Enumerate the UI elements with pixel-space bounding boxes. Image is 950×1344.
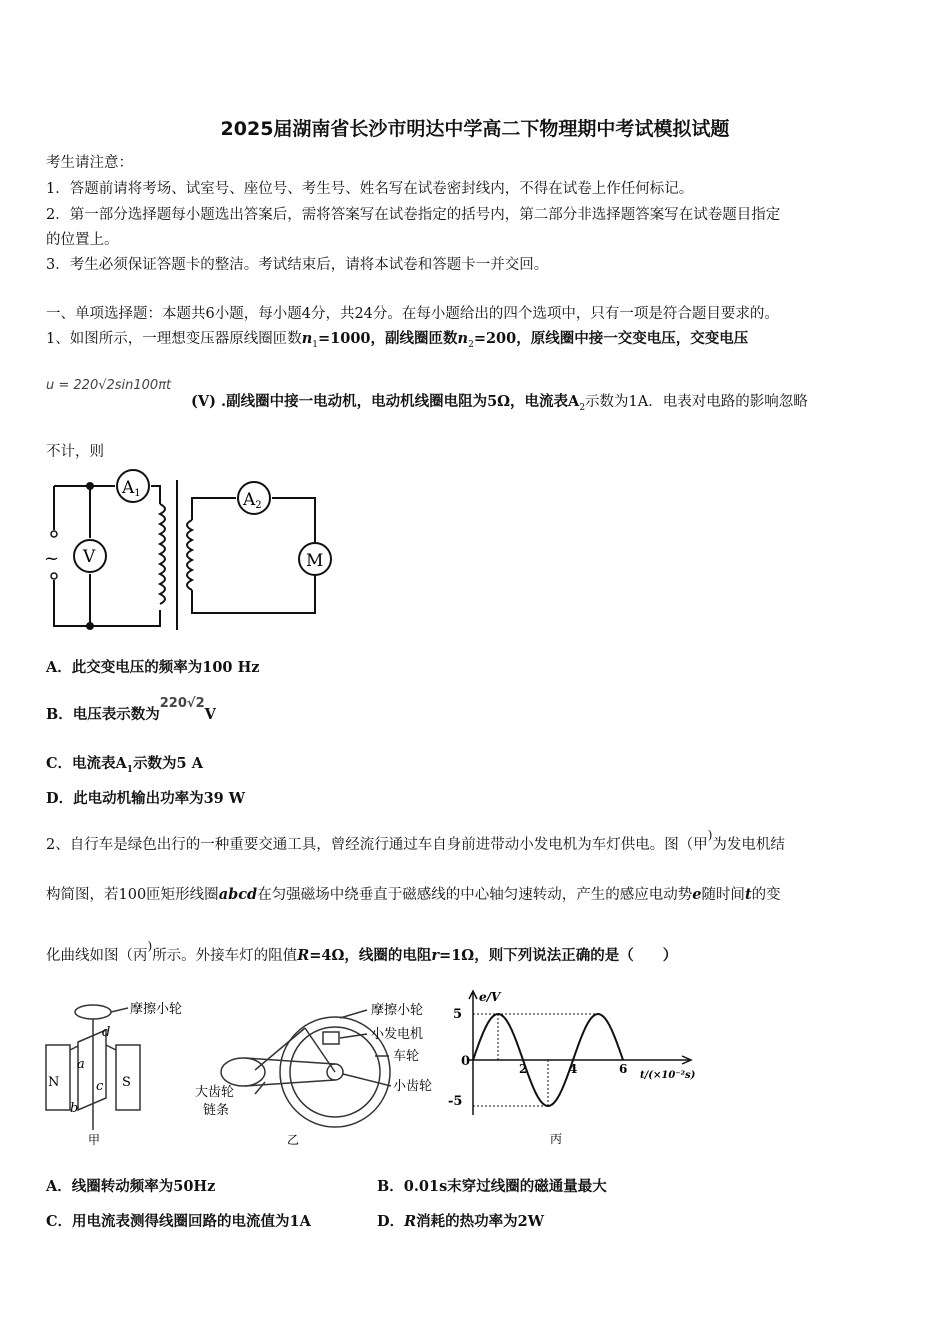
motor-label: M: [306, 551, 324, 571]
svg-text:摩擦小轮: 摩擦小轮: [371, 1003, 424, 1018]
y-tick-5: 5: [453, 1007, 463, 1022]
x-tick-2: 2: [519, 1062, 528, 1076]
voltmeter-label: V: [83, 547, 96, 567]
svg-text:车轮: 车轮: [393, 1049, 420, 1064]
fig-bing-chart: [435, 985, 705, 1155]
ammeter-a2-label: A2: [243, 490, 262, 511]
svg-text:a: a: [77, 1057, 85, 1072]
svg-text:c: c: [96, 1079, 104, 1094]
notice-item-3: 3．考生必须保证答题卡的整洁。考试结束后，请将本试卷和答题卡一并交回。: [46, 257, 549, 273]
svg-text:小发电机: 小发电机: [371, 1027, 424, 1042]
svg-text:摩擦小轮: 摩擦小轮: [130, 1002, 183, 1017]
x-tick-6: 6: [619, 1062, 628, 1076]
svg-text:链条: 链条: [203, 1103, 230, 1118]
q2-stem-line1: 2、自行车是绿色出行的一种重要交通工具，曾经流行通过车自身前进带动小发电机为车灯供电。图（甲)为发电机结: [46, 828, 785, 853]
svg-text:小齿轮: 小齿轮: [393, 1079, 433, 1094]
q2-option-a[interactable]: A．线圈转动频率为50Hz: [46, 1178, 216, 1195]
q1-option-d[interactable]: D．此电动机输出功率为39 W: [46, 790, 246, 807]
q1-stem-line3: 不计，则: [46, 444, 104, 460]
q1-option-b[interactable]: B．电压表示数为220√2V: [46, 696, 216, 723]
ac-symbol: ~: [44, 548, 60, 569]
y-axis-label: e/V: [479, 990, 501, 1004]
y-tick-neg5: -5: [448, 1094, 463, 1109]
q2-stem-line2: 构简图，若100匝矩形线圈abcd在匀强磁场中绕垂直于磁感线的中心轴匀速转动，产生的感应电动势e随时间t的变: [46, 886, 781, 903]
fig-jia-generator: [40, 990, 200, 1150]
svg-text:N: N: [48, 1075, 60, 1090]
q2-option-c[interactable]: C．用电流表测得线圈回路的电流值为1A: [46, 1213, 311, 1230]
y-tick-0: 0: [461, 1054, 471, 1069]
notice-item-1: 1．答题前请将考场、试室号、座位号、考生号、姓名写在试卷密封线内，不得在试卷上作任何标记。: [46, 181, 694, 197]
q1-stem-line1: 1、如图所示，一理想变压器原线圈匝数$n_1=1000$，副线圈匝数$n_2=200$，原线圈中接一交变电压，交变电压: [46, 330, 749, 350]
notice-item-2-cont: 的位置上。: [46, 232, 119, 248]
svg-text:d: d: [102, 1025, 111, 1040]
svg-text:b: b: [70, 1101, 79, 1116]
q1-circuit-diagram: [40, 468, 340, 633]
q1-option-a[interactable]: A．此交变电压的频率为100 Hz: [46, 659, 260, 676]
notice-item-2: 2．第一部分选择题每小题选出答案后，需将答案写在试卷指定的括号内，第二部分非选择题答案写在试卷题目指定: [46, 207, 781, 223]
page-title: 2025届湖南省长沙市明达中学高二下物理期中考试模拟试题: [220, 118, 730, 140]
q1-option-c[interactable]: C．电流表$A_1$示数为5 A: [46, 755, 203, 775]
fig-yi-bicycle: [195, 990, 440, 1150]
svg-text:乙: 乙: [287, 1133, 300, 1147]
ammeter-a1-label: A1: [122, 478, 141, 499]
x-axis-label: t/(×10⁻²s): [640, 1070, 696, 1081]
x-tick-4: 4: [569, 1062, 578, 1076]
q2-option-b[interactable]: B．0.01s末穿过线圈的磁通量最大: [377, 1178, 607, 1195]
q2-stem-line3: 化曲线如图（丙)所示。外接车灯的阻值R=4Ω，线圈的电阻r=1Ω，则下列说法正确的是（ ）: [46, 939, 678, 964]
q1-stem-line2: (V) .副线圈中接一电动机，电动机线圈电阻为5Ω，电流表$A_2$示数为1A．电表对电路的影响忽略: [191, 393, 808, 413]
fig-bing-caption: 丙: [550, 1132, 563, 1146]
section-heading: 一、单项选择题：本题共6小题，每小题4分，共24分。在每小题给出的四个选项中，只有一项是符合题目要求的。: [46, 306, 779, 322]
q2-option-d[interactable]: D．R消耗的热功率为2W: [377, 1213, 545, 1230]
svg-text:S: S: [122, 1075, 131, 1090]
svg-text:甲: 甲: [88, 1133, 101, 1147]
notice-heading: 考生请注意：: [46, 155, 133, 171]
svg-text:大齿轮: 大齿轮: [195, 1085, 235, 1100]
q1-formula: u = 220√2sin100πt: [46, 378, 172, 393]
